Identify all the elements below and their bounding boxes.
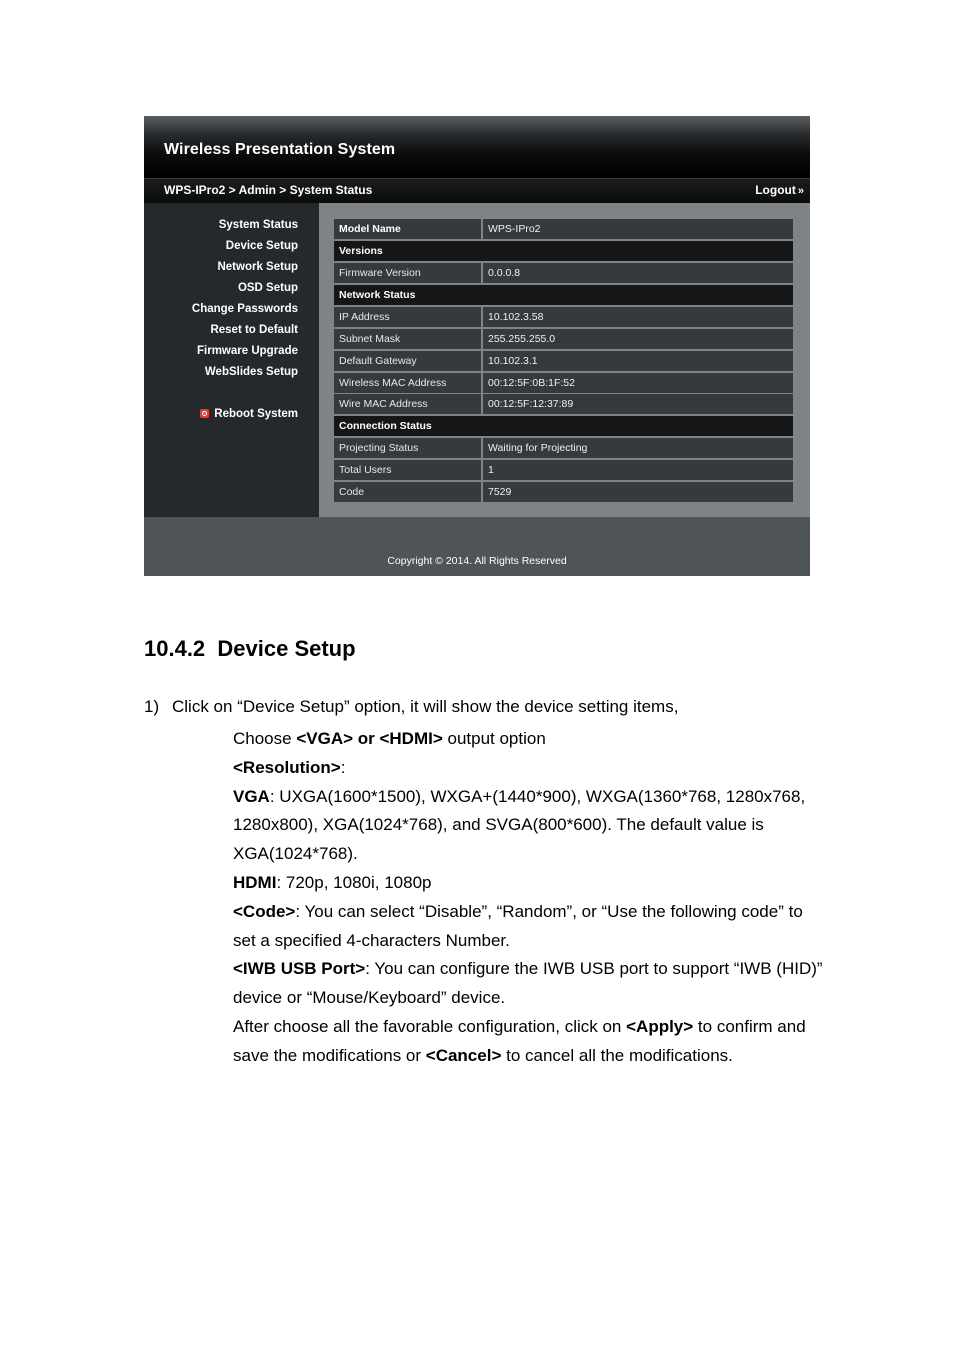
sidebar [144, 203, 318, 517]
total-users-value: 1 [483, 460, 793, 480]
chevron-right-icon: » [797, 185, 804, 197]
model-name-label: Model Name [334, 219, 481, 239]
table-row [334, 307, 793, 327]
code-bold: <Code> [233, 901, 296, 921]
projecting-status-value: Waiting for Projecting [483, 438, 793, 458]
step-text: Click on “Device Setup” option, it will show the device setting items, [172, 697, 679, 716]
hdmi-text: : 720p, 1080i, 1080p [276, 872, 432, 892]
choose-suffix: output option [442, 729, 546, 748]
after-suffix: to cancel all the modifications. [501, 1045, 733, 1065]
table-row [334, 351, 793, 371]
table-section-header [334, 416, 793, 436]
default-gateway-value: 10.102.3.1 [483, 351, 793, 371]
cancel-bold: <Cancel> [425, 1045, 502, 1065]
hdmi-bold: HDMI [233, 872, 277, 892]
code-label: Code [334, 482, 481, 502]
code-text: : You can select “Disable”, “Random”, or “Use the following code” to set a specified 4-characters Number. [233, 901, 803, 950]
copyright-text: Copyright © 2014. All Rights Reserved [387, 555, 567, 567]
apply-cancel-paragraph [233, 1013, 823, 1071]
connection-status-header: Connection Status [334, 416, 793, 436]
app-footer [144, 517, 810, 576]
sidebar-item-device-setup[interactable]: Device Setup [225, 240, 298, 252]
choose-bold: <VGA> or <HDMI> [296, 729, 443, 748]
resolution-paragraph [233, 754, 823, 783]
ip-address-value: 10.102.3.58 [483, 307, 793, 327]
power-icon [200, 409, 209, 418]
sidebar-item-reset-to-default[interactable]: Reset to Default [210, 324, 298, 336]
apply-bold: <Apply> [626, 1016, 694, 1036]
hdmi-paragraph [233, 869, 823, 898]
table-row [334, 460, 793, 480]
wireless-mac-label: Wireless MAC Address [334, 373, 481, 393]
ip-address-label: IP Address [334, 307, 481, 327]
after-prefix: After choose all the favorable configuration, click on [233, 1016, 627, 1036]
table-row [334, 219, 793, 239]
iwb-paragraph [233, 955, 823, 1013]
subnet-mask-label: Subnet Mask [334, 329, 481, 349]
iwb-text: : You can configure the IWB USB port to support “IWB (HID)” device or “Mouse/Keyboard” device. [233, 959, 823, 1008]
vga-text: : UXGA(1600*1500), WXGA+(1440*900), WXGA(1360*768, 1280x768, 1280x800), XGA(1024*768), and SVGA(800*600). The default value is XGA(1024*768). [233, 786, 806, 864]
vga-paragraph [233, 783, 823, 869]
table-row [334, 329, 793, 349]
sidebar-item-osd-setup[interactable]: OSD Setup [237, 282, 298, 294]
after-middle: to confirm and save the modifications or [233, 1016, 811, 1065]
table-row [334, 263, 793, 283]
table-row [334, 373, 793, 393]
projecting-status-label: Projecting Status [334, 438, 481, 458]
code-paragraph [233, 898, 823, 956]
section-heading: 10.4.2 Device Setup [144, 636, 356, 661]
versions-header: Versions [334, 241, 793, 261]
resolution-suffix: : [340, 757, 346, 777]
table-row [334, 482, 793, 502]
vga-bold: VGA [233, 786, 270, 806]
reboot-label: Reboot System [214, 408, 298, 420]
status-table [319, 203, 810, 517]
model-name-value: WPS-IPro2 [483, 219, 793, 239]
wireless-mac-value: 00:12:5F:0B:1F:52 [483, 373, 793, 393]
table-section-header [334, 285, 793, 305]
code-value: 7529 [483, 482, 793, 502]
network-status-header: Network Status [334, 285, 793, 305]
step-number: 1) [144, 697, 160, 716]
sidebar-item-system-status[interactable]: System Status [218, 219, 298, 231]
resolution-bold: <Resolution> [233, 757, 341, 777]
app-header [144, 116, 810, 178]
table-row [334, 394, 793, 414]
logout-label: Logout [755, 183, 796, 197]
wire-mac-value: 00:12:5F:12:37:89 [483, 394, 793, 414]
choose-output-paragraph [233, 725, 823, 754]
table-row [334, 438, 793, 458]
logout-link[interactable] [755, 183, 804, 197]
sidebar-item-change-passwords[interactable]: Change Passwords [191, 303, 298, 315]
subnet-mask-value: 255.255.255.0 [483, 329, 793, 349]
firmware-version-label: Firmware Version [334, 263, 481, 283]
firmware-version-value: 0.0.0.8 [483, 263, 793, 283]
choose-prefix: Choose [233, 729, 297, 748]
total-users-label: Total Users [334, 460, 481, 480]
table-section-header [334, 241, 793, 261]
web-ui-screenshot [144, 116, 810, 576]
default-gateway-label: Default Gateway [334, 351, 481, 371]
sidebar-item-firmware-upgrade[interactable]: Firmware Upgrade [197, 345, 298, 357]
sidebar-item-webslides-setup[interactable]: WebSlides Setup [204, 366, 298, 378]
app-title: Wireless Presentation System [164, 141, 396, 158]
device-setup-details [233, 725, 823, 1071]
sidebar-item-reboot-system[interactable] [200, 408, 298, 420]
wire-mac-label: Wire MAC Address [334, 394, 481, 414]
iwb-bold: <IWB USB Port> [233, 959, 366, 979]
breadcrumb: WPS-IPro2 > Admin > System Status [164, 183, 373, 197]
sidebar-item-network-setup[interactable]: Network Setup [217, 261, 298, 273]
breadcrumb-bar [144, 178, 810, 203]
